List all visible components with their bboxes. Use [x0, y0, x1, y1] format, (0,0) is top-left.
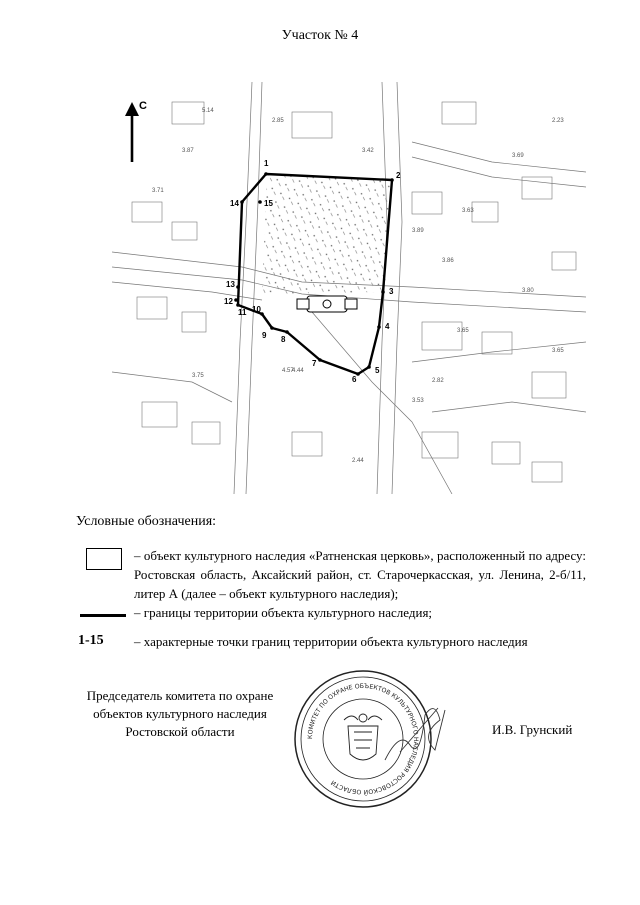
elevation-label: 3.80 [522, 288, 534, 294]
boundary-point-label: 9 [262, 331, 267, 340]
elevation-label: 3.69 [512, 153, 524, 159]
elevation-label: 3.87 [182, 148, 194, 154]
boundary-point-marker [318, 358, 322, 362]
signatory-position: Председатель комитета по охране объектов культурного наследия Ростовской области [86, 688, 274, 739]
legend-points-text: – характерные точки границ территории объекта культурного наследия [134, 634, 528, 649]
legend-heritage-object-text: – объект культурного наследия «Ратненская церковь», расположенный по адресу: Ростовская область, Аксайский район, ст. Старочеркасская, ул. Ленина, 2-б/11, литер А (далее – объект культурного наследия); [134, 548, 586, 601]
boundary-point-label: 6 [352, 375, 357, 384]
church-building [297, 296, 357, 312]
elevation-label: 5.14 [202, 108, 214, 114]
boundary-point-marker [240, 200, 244, 204]
boundary-point-marker [234, 298, 238, 302]
boundary-point-label: 8 [281, 335, 286, 344]
elevation-label: 3.63 [462, 208, 474, 214]
north-arrow [125, 100, 147, 162]
north-label: С [139, 100, 147, 112]
boundary-point-label: 14 [230, 199, 239, 208]
legend-boundary-line-swatch [80, 614, 126, 617]
legend-title: Условные обозначения: [76, 514, 217, 529]
boundary-point-label: 10 [252, 305, 261, 314]
boundary-point-label: 3 [389, 287, 394, 296]
elevation-label: 2.44 [352, 458, 364, 464]
site-plan-map [112, 82, 586, 494]
elevation-label: 3.65 [457, 328, 469, 334]
elevation-label: 2.82 [432, 378, 444, 384]
boundary-point-marker [377, 325, 381, 329]
legend-points-key: 1-15 [78, 633, 104, 648]
boundary-point-label: 13 [226, 280, 235, 289]
boundary-point-marker [236, 303, 240, 307]
boundary-point-marker [285, 330, 289, 334]
elevation-label: 3.71 [152, 188, 164, 194]
seal-text: КОМИТЕТ ПО ОХРАНЕ ОБЪЕКТОВ КУЛЬТУРНОГО НАСЛЕДИЯ РОСТОВСКОЙ ОБЛАСТИ [306, 682, 420, 796]
boundary-point-marker [390, 178, 394, 182]
elevation-label: 2.23 [552, 118, 564, 124]
boundary-point-label: 4 [385, 322, 390, 331]
elevation-label: 3.65 [552, 348, 564, 354]
boundary-point-label: 12 [224, 297, 233, 306]
elevation-label: 3.89 [412, 228, 424, 234]
boundary-point-marker [264, 172, 268, 176]
elevation-label: 2.85 [272, 118, 284, 124]
boundary-point-label: 11 [238, 308, 247, 317]
boundary-point-marker [258, 200, 262, 204]
seal-emblem [344, 714, 382, 760]
boundary-point-label: 15 [264, 199, 273, 208]
legend-heritage-object-swatch [86, 548, 122, 570]
elevation-label: 3.86 [442, 258, 454, 264]
church-grounds-hatched [262, 174, 390, 294]
boundary-point-marker [381, 290, 385, 294]
boundary-point-marker [356, 372, 360, 376]
legend-boundary-text: – границы территории объекта культурного наследия; [134, 605, 433, 620]
elevation-label: 4.44 [292, 368, 304, 374]
handwritten-signature [380, 690, 450, 770]
boundary-point-label: 2 [396, 171, 401, 180]
boundary-point-label: 7 [312, 359, 317, 368]
boundary-point-marker [270, 326, 274, 330]
page-title: Участок № 4 [281, 28, 359, 43]
boundary-point-label: 1 [264, 159, 269, 168]
elevation-label: 3.42 [362, 148, 374, 154]
boundary-point-label: 5 [375, 366, 380, 375]
boundary-point-marker [367, 365, 371, 369]
elevation-label: 4.57 [282, 368, 294, 374]
elevation-label: 3.53 [412, 398, 424, 404]
elevation-label: 3.75 [192, 373, 204, 379]
boundary-point-marker [236, 285, 240, 289]
signatory-name: И.В. Грунский [492, 722, 573, 737]
